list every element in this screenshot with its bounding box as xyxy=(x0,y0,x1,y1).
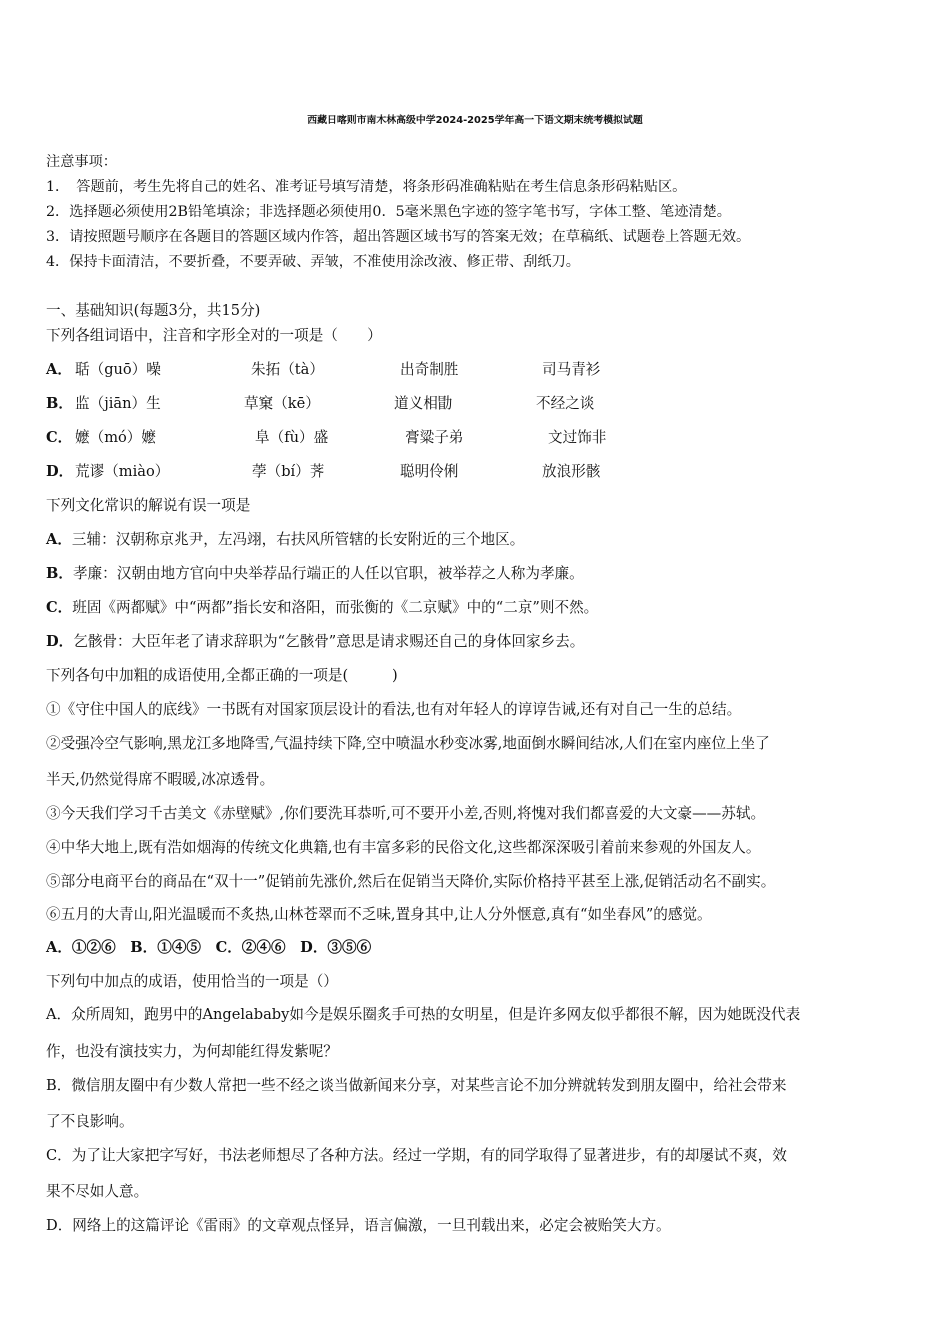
option-cell: 司马青衫 xyxy=(542,361,601,378)
q4-line-2: 作，也没有演技实力，为何却能红得发紫呢？ xyxy=(46,1043,338,1060)
q2-option-c: C．班固《两都赋》中“两都”指长安和洛阳，而张衡的《二京赋》中的“二京”则不然。 xyxy=(46,599,599,616)
q2-option-a: A．三辅：汉朝称京兆尹，左冯翊，右扶风所管辖的长安附近的三个地区。 xyxy=(46,531,525,548)
q3-item-5: ⑤部分电商平台的商品在“双十一”促销前先涨价,然后在促销当天降价,实际价格持平甚至上涨,促销活动名不副实。 xyxy=(46,873,776,890)
option-label: B． xyxy=(46,395,73,412)
q3-item-2: ②受强冷空气影响,黑龙江多地降雪,气温持续下降,空中喷温水秒变冰雾,地面倒水瞬间结冰,人们在室内座位上坐了 xyxy=(46,735,770,752)
q4-line-5: C．为了让大家把字写好，书法老师想尽了各种方法。经过一学期，有的同学取得了显著进步，有的却屡试不爽，效 xyxy=(46,1147,787,1164)
notice-item-4: 4．保持卡面清洁，不要折叠，不要弄破、弄皱，不准使用涂改液、修正带、刮纸刀。 xyxy=(46,254,580,270)
notice-item-2: 2．选择题必须使用2B铅笔填涂；非选择题必须使用0．5毫米黑色字迹的签字笔书写，字体工整、笔迹清楚。 xyxy=(46,204,731,220)
option-cell: 聪明伶俐 xyxy=(400,463,459,480)
q2-option-b: B．孝廉：汉朝由地方官向中央举荐品行端正的人任以官职，被举荐之人称为孝廉。 xyxy=(46,565,584,582)
q4-line-3: B．微信朋友圈中有少数人常把一些不经之谈当做新闻来分享，对某些言论不加分辨就转发到朋友圈中，给社会带来 xyxy=(46,1077,787,1094)
option-cell: 朱拓（tà） xyxy=(251,361,324,378)
q1-stem: 下列各组词语中，注音和字形全对的一项是（ ） xyxy=(46,327,382,344)
option-cell: 膏粱子弟 xyxy=(405,429,464,446)
q4-line-1: A．众所周知，跑男中的Angelababy如今是娱乐圈炙手可热的女明星，但是许多网友似乎都很不解，因为她既没代表 xyxy=(46,1006,801,1023)
option-cell: 嬷（mó）嬷 xyxy=(75,429,156,446)
notice-item-1: 1． 答题前，考生先将自己的姓名、准考证号填写清楚，将条形码准确粘贴在考生信息条形码粘贴区。 xyxy=(46,179,687,195)
q4-line-7: D．网络上的这篇评论《雷雨》的文章观点怪异，语言偏激，一旦刊载出来，必定会被贻笑大方。 xyxy=(46,1217,671,1234)
notice-heading: 注意事项： xyxy=(46,154,117,170)
q3-answers: A．①②⑥ B．①④⑤ C．②④⑥ D．③⑤⑥ xyxy=(46,939,372,956)
option-cell: 放浪形骸 xyxy=(542,463,601,480)
option-cell: 出奇制胜 xyxy=(400,361,459,378)
section-heading: 一、基础知识(每题3分，共15分) xyxy=(46,302,261,319)
q3-item-3: ③今天我们学习千古美文《赤壁赋》,你们要洗耳恭听,可不要开小差,否则,将愧对我们都喜爱的大文豪——苏轼。 xyxy=(46,805,766,822)
page-title: 西藏日喀则市南木林高级中学2024-2025学年高一下语文期末统考模拟试题 xyxy=(307,115,643,126)
option-label: C． xyxy=(46,429,73,446)
q3-item-1: ①《守住中国人的底线》一书既有对国家顶层设计的看法,也有对年轻人的谆谆告诫,还有对自己一生的总结。 xyxy=(46,701,742,718)
q4-line-4: 了不良影响。 xyxy=(46,1113,134,1130)
q2-option-d: D．乞骸骨：大臣年老了请求辞职为“乞骸骨”意思是请求赐还自己的身体回家乡去。 xyxy=(46,633,585,650)
option-cell: 不经之谈 xyxy=(536,395,595,412)
option-cell: 聒（guō）噪 xyxy=(75,361,161,378)
q2-stem: 下列文化常识的解说有误一项是 xyxy=(46,497,251,514)
option-cell: 荸（bí）荠 xyxy=(252,463,325,480)
option-cell: 监（jiān）生 xyxy=(75,395,161,412)
option-cell: 阜（fù）盛 xyxy=(255,429,329,446)
q4-line-6: 果不尽如人意。 xyxy=(46,1183,149,1200)
notice-item-3: 3．请按照题号顺序在各题目的答题区域内作答，超出答题区域书写的答案无效；在草稿纸、试题卷上答题无效。 xyxy=(46,229,751,245)
option-label: A． xyxy=(46,361,72,378)
q4-stem: 下列句中加点的成语，使用恰当的一项是（） xyxy=(46,973,338,990)
option-cell: 文过饰非 xyxy=(548,429,607,446)
option-label: D． xyxy=(46,463,74,480)
q3-stem: 下列各句中加粗的成语使用,全都正确的一项是( ) xyxy=(46,667,398,684)
q3-item-6: ⑥五月的大青山,阳光温暖而不炙热,山林苍翠而不乏味,置身其中,让人分外惬意,真有“如坐春风”的感觉。 xyxy=(46,906,712,923)
option-cell: 荒谬（miào） xyxy=(75,463,170,480)
q3-item-2-cont: 半天,仍然觉得席不暇暖,冰凉透骨。 xyxy=(46,771,275,788)
option-cell: 道义相勖 xyxy=(394,395,453,412)
q3-item-4: ④中华大地上,既有浩如烟海的传统文化典籍,也有丰富多彩的民俗文化,这些都深深吸引着前来参观的外国友人。 xyxy=(46,839,761,856)
option-cell: 草窠（kē） xyxy=(244,395,320,412)
